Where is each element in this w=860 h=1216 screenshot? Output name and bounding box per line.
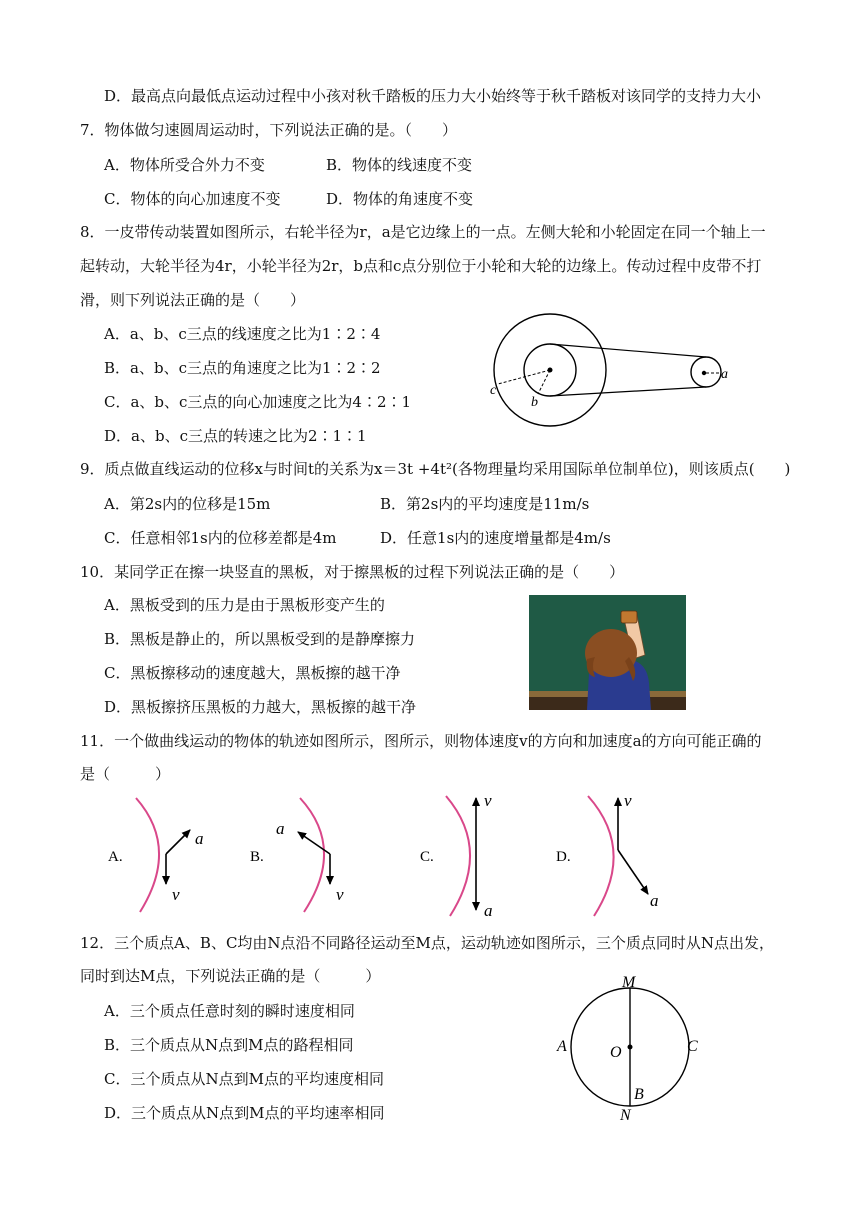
q8-stem-line3: 滑，则下列说法正确的是（ ） bbox=[80, 291, 306, 309]
q8-option-b: B．a、b、c三点的角速度之比为1∶2∶2 bbox=[104, 359, 381, 377]
q9-option-b: B．第2s内的平均速度是11m/s bbox=[380, 495, 590, 513]
label-A: A bbox=[557, 1038, 567, 1055]
label-B: B bbox=[634, 1086, 644, 1103]
q12-option-a: A．三个质点任意时刻的瞬时速度相同 bbox=[104, 1002, 355, 1020]
label-M: M bbox=[622, 974, 636, 991]
q11-stem-line2: 是（ ） bbox=[80, 765, 171, 783]
q8-option-d: D．a、b、c三点的转速之比为2∶1∶1 bbox=[104, 427, 367, 445]
radius-b bbox=[538, 370, 550, 394]
option-b-label: B. bbox=[250, 849, 264, 865]
q9-stem: 9．质点做直线运动的位移x与时间t的关系为x＝3t +4t²(各物理量均采用国际单位制单位)，则该质点( ) bbox=[80, 460, 791, 478]
q7-stem: 7．物体做匀速圆周运动时，下列说法正确的是。（ ） bbox=[80, 121, 458, 139]
q10-option-c: C．黑板擦移动的速度越大，黑板擦的越干净 bbox=[104, 664, 401, 682]
q6-option-d: D．最高点向最低点运动过程中小孩对秋千踏板的压力大小始终等于秋千踏板对该同学的支持力大小 bbox=[104, 87, 762, 105]
q8-stem-line1: 8．一皮带传动装置如图所示，右轮半径为r，a是它边缘上的一点。左侧大轮和小轮固定在同一个轴上一 bbox=[80, 223, 766, 241]
q11-figures bbox=[100, 788, 720, 920]
q12-option-c: C．三个质点从N点到M点的平均速度相同 bbox=[104, 1070, 384, 1088]
label-b: b bbox=[531, 395, 538, 410]
acceleration-arrow-b bbox=[298, 832, 330, 854]
q7-option-d: D．物体的角速度不变 bbox=[326, 190, 474, 208]
circle-path-figure bbox=[550, 970, 710, 1126]
label-a: a bbox=[721, 367, 728, 382]
q9-option-d: D．任意1s内的速度增量都是4m/s bbox=[380, 529, 611, 547]
q8-option-c: C．a、b、c三点的向心加速度之比为4∶2∶1 bbox=[104, 393, 412, 411]
q12-option-b: B．三个质点从N点到M点的路程相同 bbox=[104, 1036, 354, 1054]
label-a-b: a bbox=[276, 819, 285, 838]
q9-option-a: A．第2s内的位移是15m bbox=[104, 495, 271, 513]
trajectory-curve-a bbox=[136, 798, 159, 912]
q10-option-b: B．黑板是静止的，所以黑板受到的是静摩擦力 bbox=[104, 630, 416, 648]
label-C: C bbox=[687, 1038, 698, 1055]
blackboard-illustration bbox=[529, 595, 686, 710]
option-d-label: D. bbox=[556, 849, 571, 865]
label-O: O bbox=[610, 1044, 622, 1061]
eraser bbox=[621, 611, 637, 623]
q10-stem: 10．某同学正在擦一块竖直的黑板，对于擦黑板的过程下列说法正确的是（ ） bbox=[80, 563, 625, 581]
q10-option-a: A．黑板受到的压力是由于黑板形变产生的 bbox=[104, 596, 385, 614]
trajectory-curve-b bbox=[300, 798, 324, 912]
right-wheel-center-dot bbox=[702, 371, 706, 375]
acceleration-arrow-d bbox=[618, 850, 648, 894]
label-a-a: a bbox=[195, 829, 204, 848]
q12-option-d: D．三个质点从N点到M点的平均速率相同 bbox=[104, 1104, 385, 1122]
q12-stem-line1: 12．三个质点A、B、C均由N点沿不同路径运动至M点，运动轨迹如图所示，三个质点同时从N点出发， bbox=[80, 934, 775, 952]
belt-pulley-figure bbox=[486, 312, 746, 430]
trajectory-curve-c bbox=[446, 796, 470, 916]
label-v-c: v bbox=[484, 791, 492, 810]
q7-option-c: C．物体的向心加速度不变 bbox=[104, 190, 281, 208]
q8-option-a: A．a、b、c三点的线速度之比为1∶2∶4 bbox=[104, 325, 381, 343]
q7-option-a: A．物体所受合外力不变 bbox=[104, 156, 265, 174]
right-wheel bbox=[691, 357, 721, 387]
acceleration-arrow-a bbox=[166, 830, 190, 854]
label-c: c bbox=[490, 383, 497, 398]
label-a-d: a bbox=[650, 891, 659, 910]
center-dot bbox=[628, 1045, 633, 1050]
label-v-b: v bbox=[336, 885, 344, 904]
trajectory-curve-d bbox=[588, 796, 614, 916]
label-v-a: v bbox=[172, 885, 180, 904]
q8-stem-line2: 起转动，大轮半径为4r，小轮半径为2r，b点和c点分别位于小轮和大轮的边缘上。传动过程中皮带不打 bbox=[80, 257, 762, 275]
option-a-label: A. bbox=[108, 849, 123, 865]
label-v-d: v bbox=[624, 791, 632, 810]
belt-top bbox=[550, 344, 706, 357]
belt-bottom bbox=[550, 387, 706, 396]
label-N: N bbox=[620, 1107, 631, 1124]
q12-stem-line2: 同时到达M点，下列说法正确的是（ ） bbox=[80, 967, 381, 985]
q10-option-d: D．黑板擦挤压黑板的力越大，黑板擦的越干净 bbox=[104, 698, 417, 716]
q11-stem-line1: 11．一个做曲线运动的物体的轨迹如图所示，图所示，则物体速度v的方向和加速度a的方向可能正确的 bbox=[80, 732, 762, 750]
q9-option-c: C．任意相邻1s内的位移差都是4m bbox=[104, 529, 337, 547]
q7-option-b: B．物体的线速度不变 bbox=[326, 156, 473, 174]
label-a-c: a bbox=[484, 901, 493, 920]
option-c-label: C. bbox=[420, 849, 434, 865]
